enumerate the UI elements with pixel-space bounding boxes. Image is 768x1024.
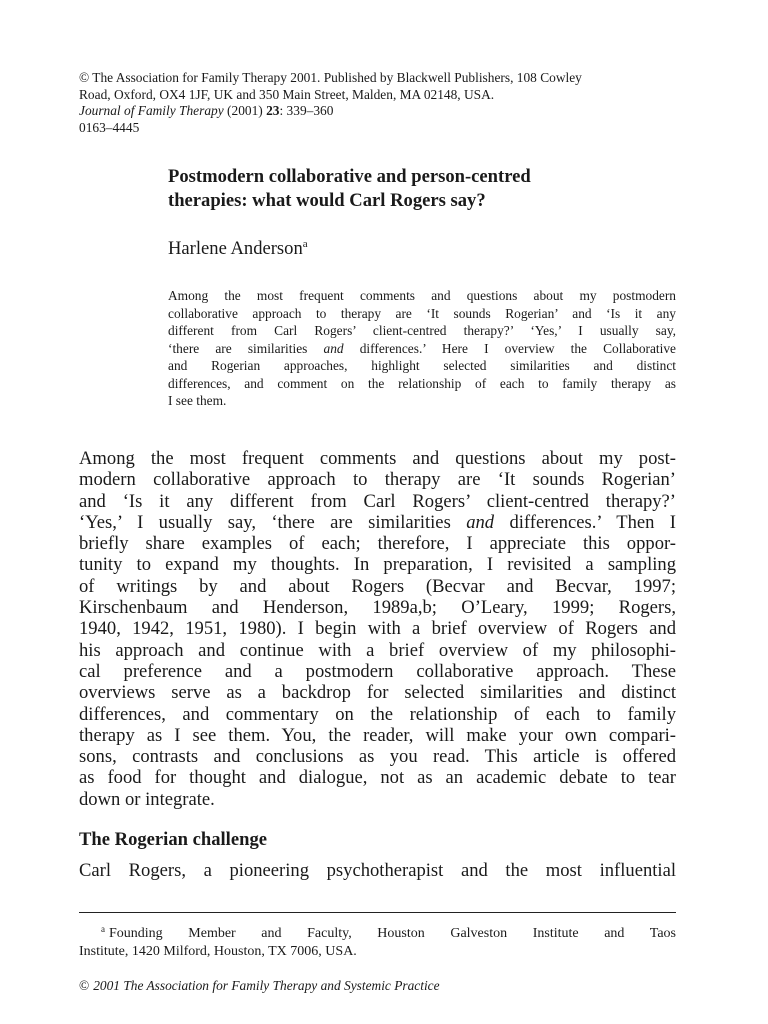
title-line-1: Postmodern collaborative and person-centred: [168, 166, 531, 187]
body-line: modern collaborative approach to therapy are ‘It sounds Rogerian’: [79, 469, 676, 491]
title-line-2: therapies: what would Carl Rogers say?: [168, 189, 486, 211]
publisher-line-2: Road, Oxford, OX4 1JF, UK and 350 Main Street, Malden, MA 02148, USA.: [79, 86, 495, 102]
publisher-line-1: © The Association for Family Therapy 2001. Published by Blackwell Publishers, 108 Cowley: [79, 70, 582, 85]
footnote-line: Institute, 1420 Milford, Houston, TX 7006, USA.: [79, 944, 357, 959]
body-text: differences.’ Then I: [494, 511, 676, 533]
body-emphasis: and: [466, 511, 495, 533]
body-line: tunity to expand my thoughts. In preparation, I revisited a sampling: [79, 554, 676, 576]
abstract-line: differences, and comment on the relationship of each to family therapy as: [168, 375, 676, 391]
copyright-notice: [79, 977, 440, 995]
body-line: and ‘Is it any different from Carl Rogers’ client-centred therapy?’: [79, 490, 676, 512]
body-line: of writings by and about Rogers (Becvar and Becvar, 1997;: [79, 575, 676, 597]
copyright-text: 2001 The Association for Family Therapy and Systemic Practice: [93, 978, 440, 993]
abstract-line: [168, 340, 676, 358]
abstract-text: differences.’ Here I overview the Collaborative: [343, 340, 677, 356]
body-line: overviews serve as a backdrop for selected similarities and distinct: [79, 682, 676, 704]
body-line: cal preference and a postmodern collaborative approach. These: [79, 660, 676, 682]
body-line: his approach and continue with a brief overview of my philosophi-: [79, 639, 676, 661]
abstract-line: different from Carl Rogers’ client-centred therapy?’ ‘Yes,’ I usually say,: [168, 323, 676, 338]
section-heading: The Rogerian challenge: [79, 829, 267, 850]
author-footnote-mark: a: [302, 238, 308, 250]
abstract-text: ‘there are similarities: [168, 340, 324, 356]
publisher-header: [79, 70, 679, 136]
footnote-divider: [79, 912, 676, 913]
body-line: Kirschenbaum and Henderson, 1989a,b; O’Leary, 1999; Rogers,: [79, 597, 676, 619]
footnote-mark: a: [101, 924, 105, 934]
body-text: ‘Yes,’ I usually say, ‘there are similarities: [79, 511, 467, 533]
journal-pages: : 339–360: [279, 103, 334, 119]
abstract-line: Among the most frequent comments and questions about my postmodern: [168, 288, 676, 303]
footnote-line: [79, 920, 676, 943]
abstract-emphasis: and: [323, 340, 344, 356]
body-paragraph: [79, 448, 676, 810]
abstract-line: collaborative approach to therapy are ‘It sounds Rogerian’ and ‘Is it any: [168, 305, 676, 321]
footnote-text: Founding Member and Faculty, Houston Galveston Institute and Taos: [109, 926, 676, 941]
journal-citation: [79, 103, 679, 120]
body-line: sons, contrasts and conclusions as you read. This article is offered: [79, 746, 676, 768]
issn: 0163–4445: [79, 119, 140, 135]
body-line: briefly share examples of each; therefore, I appreciate this oppor-: [79, 533, 676, 555]
body-line: [79, 512, 676, 533]
body-line: differences, and commentary on the relationship of each to family: [79, 703, 676, 725]
journal-name: Journal of Family Therapy: [79, 103, 224, 119]
body-line: down or integrate.: [79, 788, 215, 810]
author-name: Harlene Anderson: [168, 238, 303, 259]
article-title: [168, 165, 688, 212]
journal-year: (2001): [223, 103, 267, 119]
copyright-symbol: ©: [79, 978, 90, 993]
body-line: Among the most frequent comments and questions about my post-: [79, 448, 676, 469]
abstract: [168, 287, 676, 410]
abstract-line: I see them.: [168, 393, 227, 408]
journal-volume: 23: [266, 103, 280, 119]
footnote: [79, 920, 676, 961]
author: [168, 232, 308, 261]
abstract-line: and Rogerian approaches, highlight selected similarities and distinct: [168, 358, 676, 373]
body-line: as food for thought and dialogue, not as an academic debate to tear: [79, 767, 676, 789]
body-line: 1940, 1942, 1951, 1980). I begin with a brief overview of Rogers and: [79, 618, 676, 640]
section-first-line: Carl Rogers, a pioneering psychotherapist and the most influential: [79, 860, 676, 881]
body-line: therapy as I see them. You, the reader, will make your own compari-: [79, 724, 676, 746]
